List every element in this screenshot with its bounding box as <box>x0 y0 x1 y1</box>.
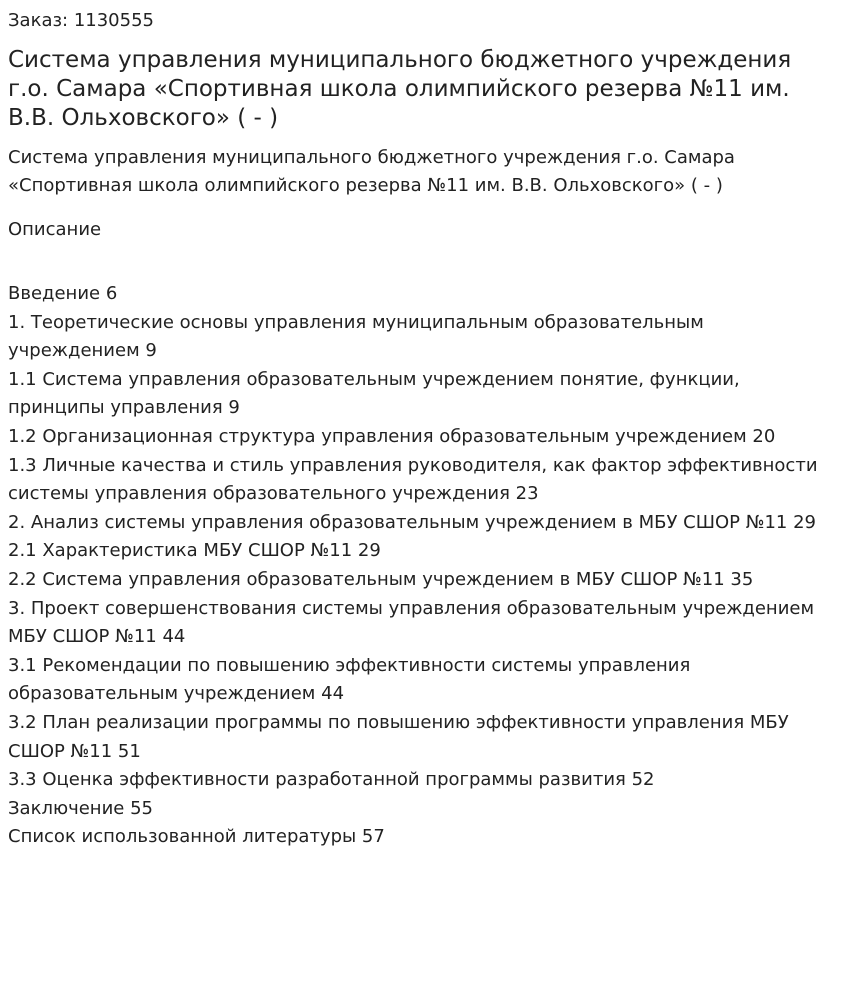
toc-item: 1.1 Система управления образовательным учреждением понятие, функции, принципы управления 9 <box>8 368 740 419</box>
page-subtitle: Система управления муниципального бюджетного учреждения г.о. Самара «Спортивная школа олимпийского резерва №11 им. В.В. Ольховского» ( - ) <box>8 147 735 196</box>
toc-item: 1. Теоретические основы управления муниципальным образовательным учреждением 9 <box>8 311 704 362</box>
toc-item: 1.3 Личные качества и стиль управления руководителя, как фактор эффективности <box>8 454 818 476</box>
order-number: Заказ: 1130555 <box>8 10 154 31</box>
toc-item: 2. Анализ системы управления образовательным учреждением в МБУ СШОР №11 29 <box>8 511 816 533</box>
toc-item: 3.1 Рекомендации по повышению эффективности системы управления образовательным учреждением 44 <box>8 654 691 705</box>
toc-item: 3.3 Оценка эффективности разработанной программы развития 52 <box>8 769 655 791</box>
page-title: Система управления муниципального бюджетного учреждения г.о. Самара «Спортивная школа олимпийского резерва №11 им. В.В. Ольховского» ( - ) <box>8 47 792 131</box>
toc-item: 3. Проект совершенствования системы управления образовательным учреждением МБУ СШОР №11 44 <box>8 597 815 648</box>
toc-item: Список использованной литературы 57 <box>8 826 385 848</box>
toc-item: Введение 6 <box>8 283 118 304</box>
description-heading: Описание <box>8 219 102 240</box>
toc-item: 2.1 Характеристика МБУ СШОР №11 29 <box>8 540 381 562</box>
toc-item: 1.2 Организационная структура управления образовательным учреждением 20 <box>8 425 776 447</box>
toc-item: 2.2 Система управления образовательным учреждением в МБУ СШОР №11 35 <box>8 568 754 590</box>
table-of-contents <box>8 280 839 852</box>
toc-item: Заключение 55 <box>8 797 153 819</box>
toc-item: системы управления образовательного учреждения 23 <box>8 483 539 505</box>
toc-item: 3.2 План реализации программы по повышению эффективности управления МБУ СШОР №11 51 <box>8 711 789 762</box>
